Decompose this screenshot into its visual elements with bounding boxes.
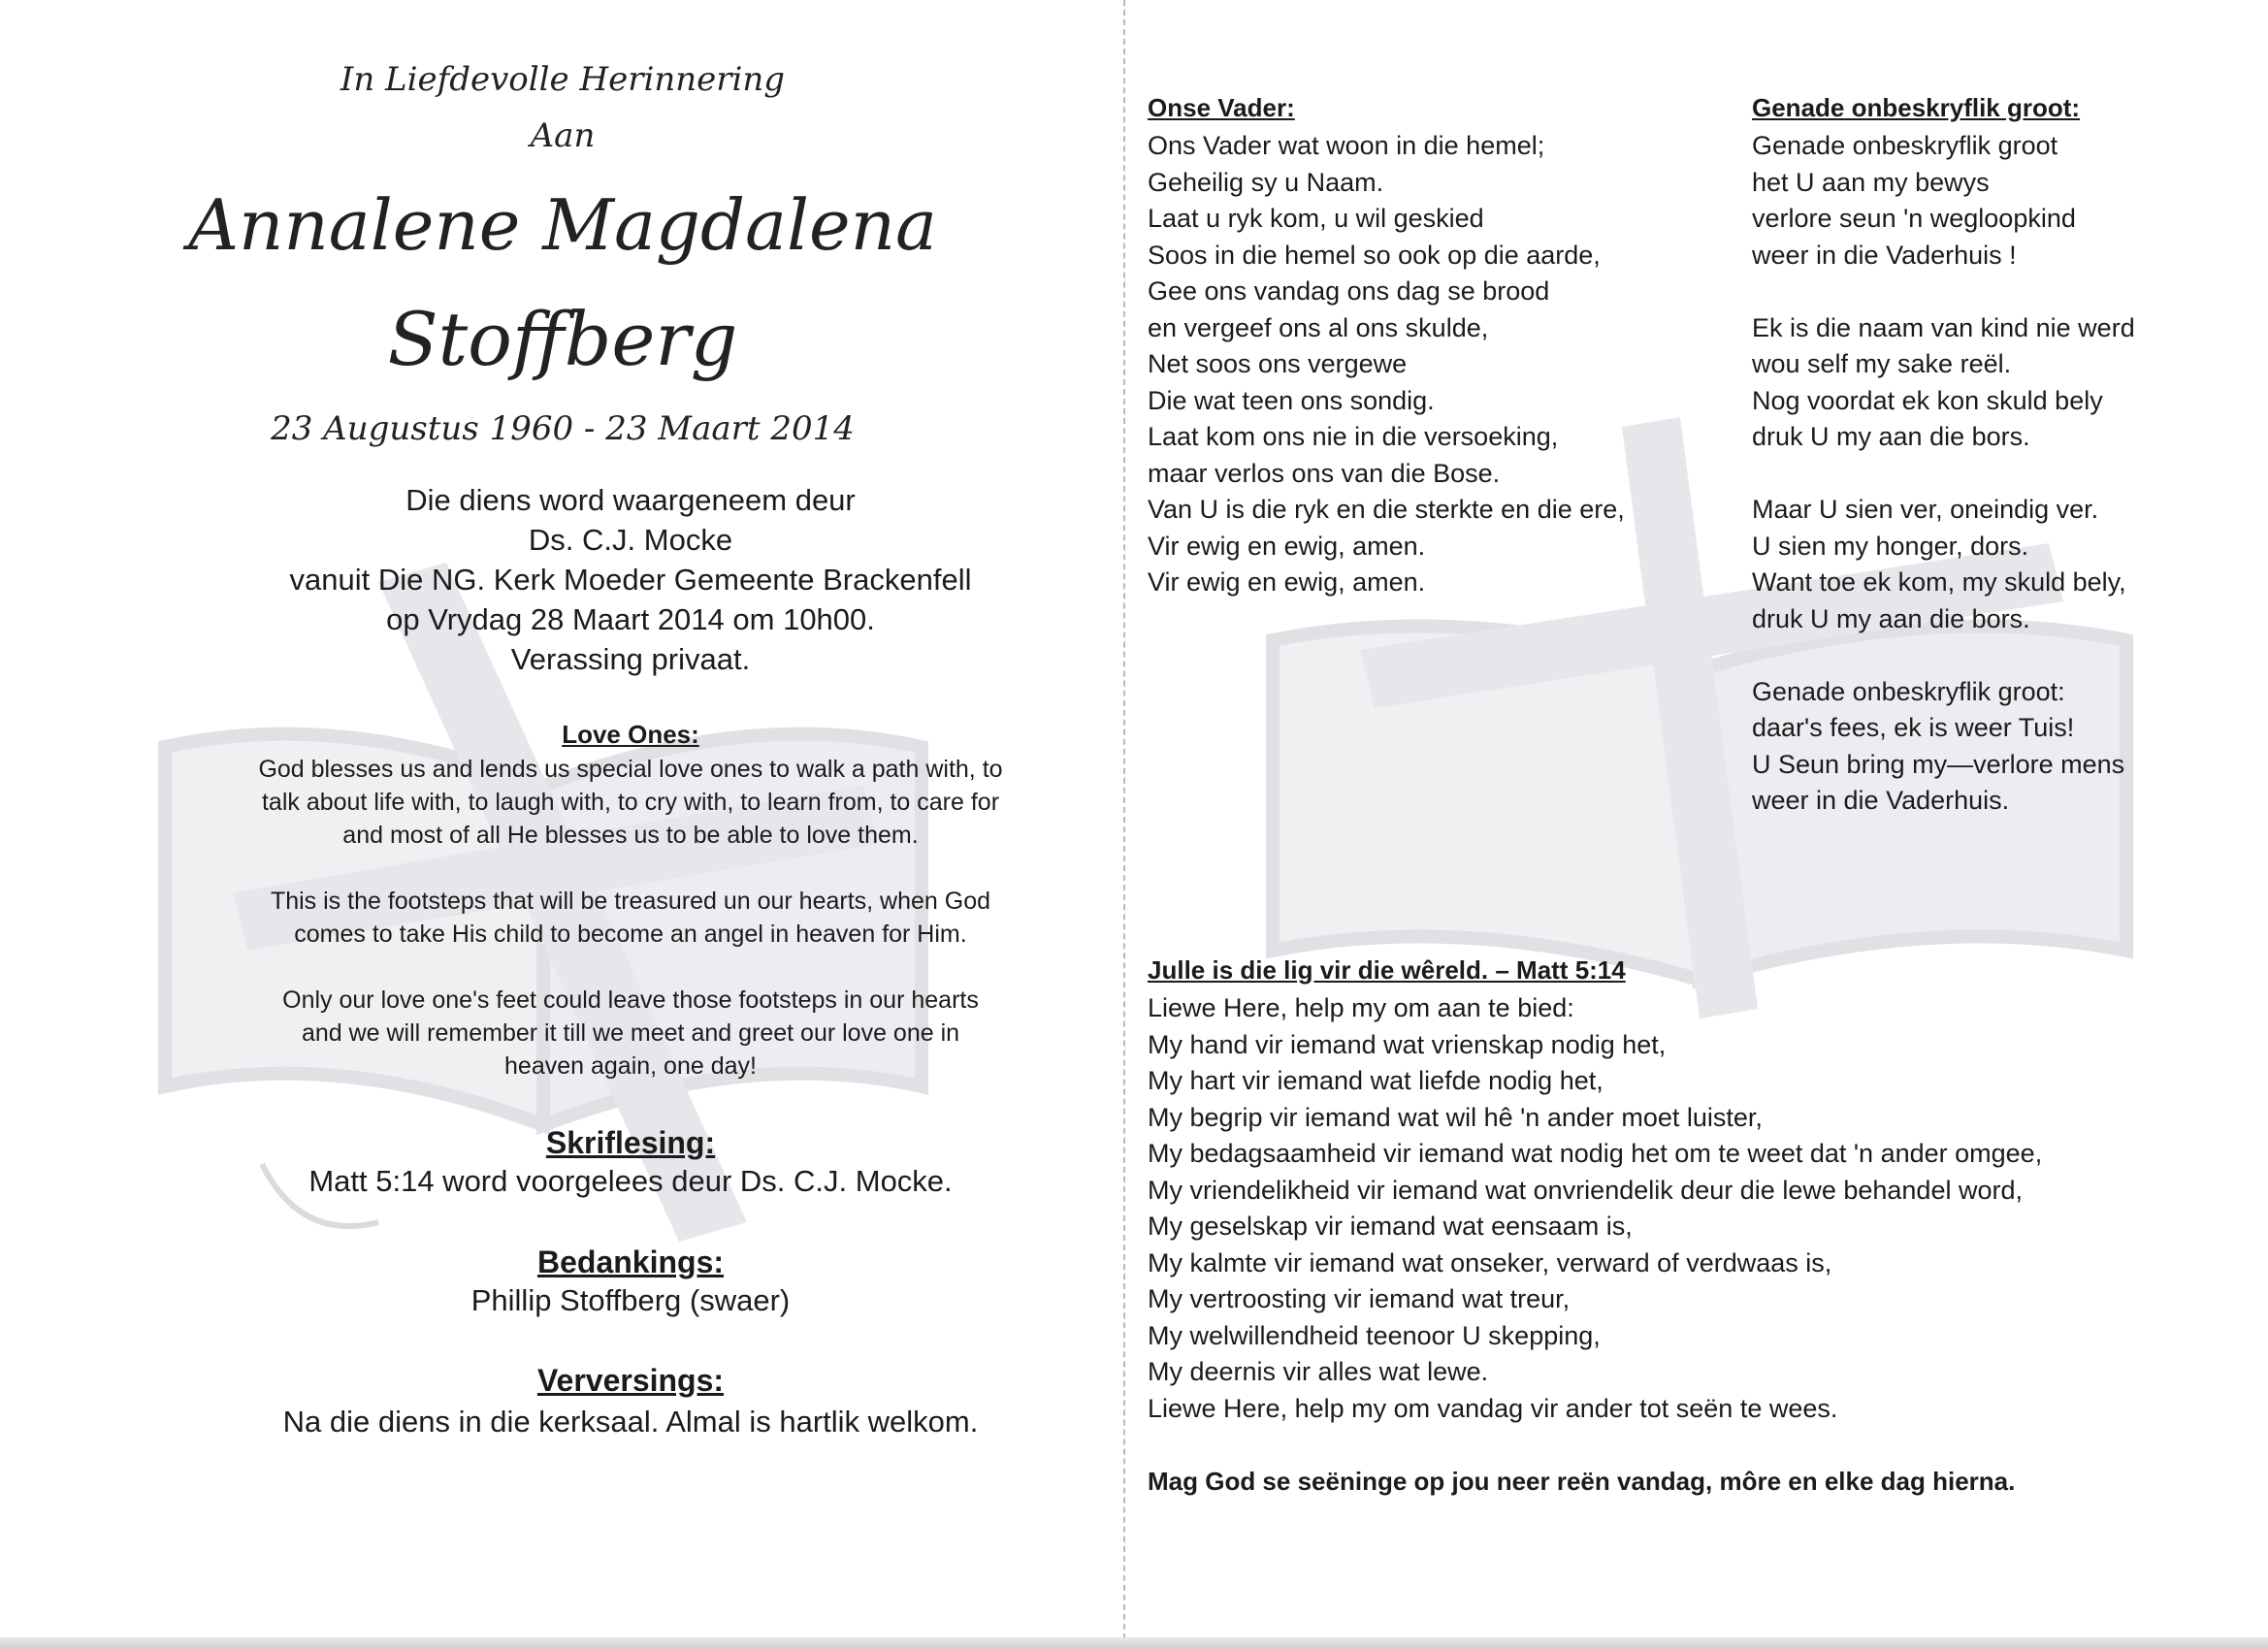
hymn-line: U Seun bring my—verlore mens <box>1752 749 2125 779</box>
hymn-line: weer in die Vaderhuis ! <box>1752 240 2017 270</box>
love-line: heaven again, one day! <box>504 1052 757 1080</box>
hymn-line: het U aan my bewys <box>1752 167 1990 197</box>
hymn-line: Genade onbeskryflik groot <box>1752 131 2058 160</box>
prayer-line: Laat kom ons nie in die versoeking, <box>1148 422 1559 451</box>
verversings-text: Na die diens in die kerksaal. Almal is hartlik welkom. <box>282 1405 979 1439</box>
genade-heading: Genade onbeskryflik groot: <box>1752 93 2081 122</box>
service-line: vanuit Die NG. Kerk Moeder Gemeente Brackenfell <box>289 563 972 597</box>
julle-text <box>1148 990 2042 1427</box>
prayer-line: Net soos ons vergewe <box>1148 349 1408 378</box>
service-line: Die diens word waargeneem deur <box>405 483 856 517</box>
hymn-line: wou self my sake reël. <box>1752 349 2012 378</box>
prayer-line: en vergeef ons al ons skulde, <box>1148 312 1489 342</box>
hymn-line: Genade onbeskryflik groot: <box>1752 676 2065 706</box>
name-line-2: Stoffberg <box>387 296 738 382</box>
hymn-line: druk U my aan die bors. <box>1752 603 2030 633</box>
left-page <box>0 0 1125 1649</box>
service-details <box>0 480 1261 679</box>
prayer-line: My vertroosting vir iemand wat treur, <box>1148 1284 1571 1313</box>
verversings-heading: Verversings: <box>536 1363 725 1398</box>
scan-bottom-edge <box>0 1637 2268 1649</box>
page-fold-divider <box>1123 0 1125 1649</box>
love-ones-text <box>0 753 1261 1083</box>
love-line: Only our love one's feet could leave those footsteps in our hearts <box>282 986 979 1014</box>
hymn-line: U sien my honger, dors. <box>1752 531 2029 561</box>
prayer-line: Geheilig sy u Naam. <box>1148 167 1384 197</box>
hymn-line: Ek is die naam van kind nie werd <box>1752 312 2135 342</box>
hymn-line: druk U my aan die bors. <box>1752 422 2030 451</box>
hymn-line: weer in die Vaderhuis. <box>1752 786 2010 815</box>
love-line: God blesses us and lends us special love ones to walk a path with, to <box>258 756 1003 783</box>
prayer-line: My kalmte vir iemand wat onseker, verward of verdwaas is, <box>1148 1247 1832 1277</box>
love-ones-heading: Love Ones: <box>562 720 699 749</box>
name-line-1: Annalene Magdalena <box>188 184 937 266</box>
intro-line-2: Aan <box>530 116 596 155</box>
skriflesing-heading: Skriflesing: <box>545 1125 716 1160</box>
life-dates: 23 Augustus 1960 - 23 Maart 2014 <box>271 409 855 448</box>
hymn-line: Nog voordat ek kon skuld bely <box>1752 385 2103 415</box>
prayer-line: Soos in die hemel so ook op die aarde, <box>1148 240 1601 270</box>
right-page <box>1127 0 2268 1649</box>
blessing-text: Mag God se seëninge op jou neer reën vandag, môre en elke dag hierna. <box>1148 1467 2016 1496</box>
prayer-line: My deernis vir alles wat lewe. <box>1148 1357 1489 1386</box>
prayer-line: My hart vir iemand wat liefde nodig het, <box>1148 1066 1604 1095</box>
prayer-line: Laat u ryk kom, u wil geskied <box>1148 204 1484 233</box>
prayer-line: My vriendelikheid vir iemand wat onvriendelik deur die lewe behandel word, <box>1148 1175 2023 1205</box>
love-line: This is the footsteps that will be treasured un our hearts, when God <box>270 888 991 915</box>
bedankings-text: Phillip Stoffberg (swaer) <box>470 1283 791 1317</box>
love-line: and we will remember it till we meet and greet our love one in <box>301 1019 960 1047</box>
love-line: and most of all He blesses us to be able to love them. <box>342 822 919 849</box>
genade-text <box>1752 128 2135 820</box>
service-line: op Vrydag 28 Maart 2014 om 10h00. <box>386 602 875 636</box>
bedankings-heading: Bedankings: <box>536 1245 725 1279</box>
love-line: comes to take His child to become an angel in heaven for Him. <box>294 921 967 948</box>
love-line: talk about life with, to laugh with, to cry with, to learn from, to care for <box>261 789 1000 816</box>
hymn-line: verlore seun 'n wegloopkind <box>1752 204 2076 233</box>
onse-vader-heading: Onse Vader: <box>1148 93 1295 122</box>
hymn-line: Maar U sien ver, oneindig ver. <box>1752 495 2099 524</box>
prayer-line: Vir ewig en ewig, amen. <box>1148 531 1426 561</box>
service-line: Verassing privaat. <box>510 642 751 676</box>
prayer-line: Vir ewig en ewig, amen. <box>1148 567 1426 597</box>
prayer-line: maar verlos ons van die Bose. <box>1148 458 1501 488</box>
prayer-line: Liewe Here, help my om aan te bied: <box>1148 993 1574 1022</box>
prayer-line: My begrip vir iemand wat wil hê 'n ander moet luister, <box>1148 1102 1763 1132</box>
hymn-line: Want toe ek kom, my skuld bely, <box>1752 567 2126 597</box>
prayer-line: My bedagsaamheid vir iemand wat nodig het om te weet dat 'n ander omgee, <box>1148 1139 2043 1168</box>
prayer-line: Liewe Here, help my om vandag vir ander tot seën te wees. <box>1148 1393 1838 1423</box>
intro-line-1: In Liefdevolle Herinnering <box>340 60 786 99</box>
prayer-line: My welwillendheid teenoor U skepping, <box>1148 1320 1601 1350</box>
prayer-line: Gee ons vandag ons dag se brood <box>1148 276 1550 306</box>
service-line: Ds. C.J. Mocke <box>528 523 733 557</box>
julle-heading: Julle is die lig vir die wêreld. – Matt 5:14 <box>1148 955 1626 985</box>
prayer-line: My geselskap vir iemand wat eensaam is, <box>1148 1212 1633 1241</box>
prayer-line: Van U is die ryk en die sterkte en die ere, <box>1148 495 1625 524</box>
hymn-line: daar's fees, ek is weer Tuis! <box>1752 713 2075 742</box>
onse-vader-text <box>1148 128 1625 601</box>
prayer-line: Die wat teen ons sondig. <box>1148 385 1435 415</box>
prayer-line: My hand vir iemand wat vrienskap nodig het, <box>1148 1029 1667 1059</box>
prayer-line: Ons Vader wat woon in die hemel; <box>1148 131 1545 160</box>
skriflesing-text: Matt 5:14 word voorgelees deur Ds. C.J. Mocke. <box>308 1164 953 1198</box>
